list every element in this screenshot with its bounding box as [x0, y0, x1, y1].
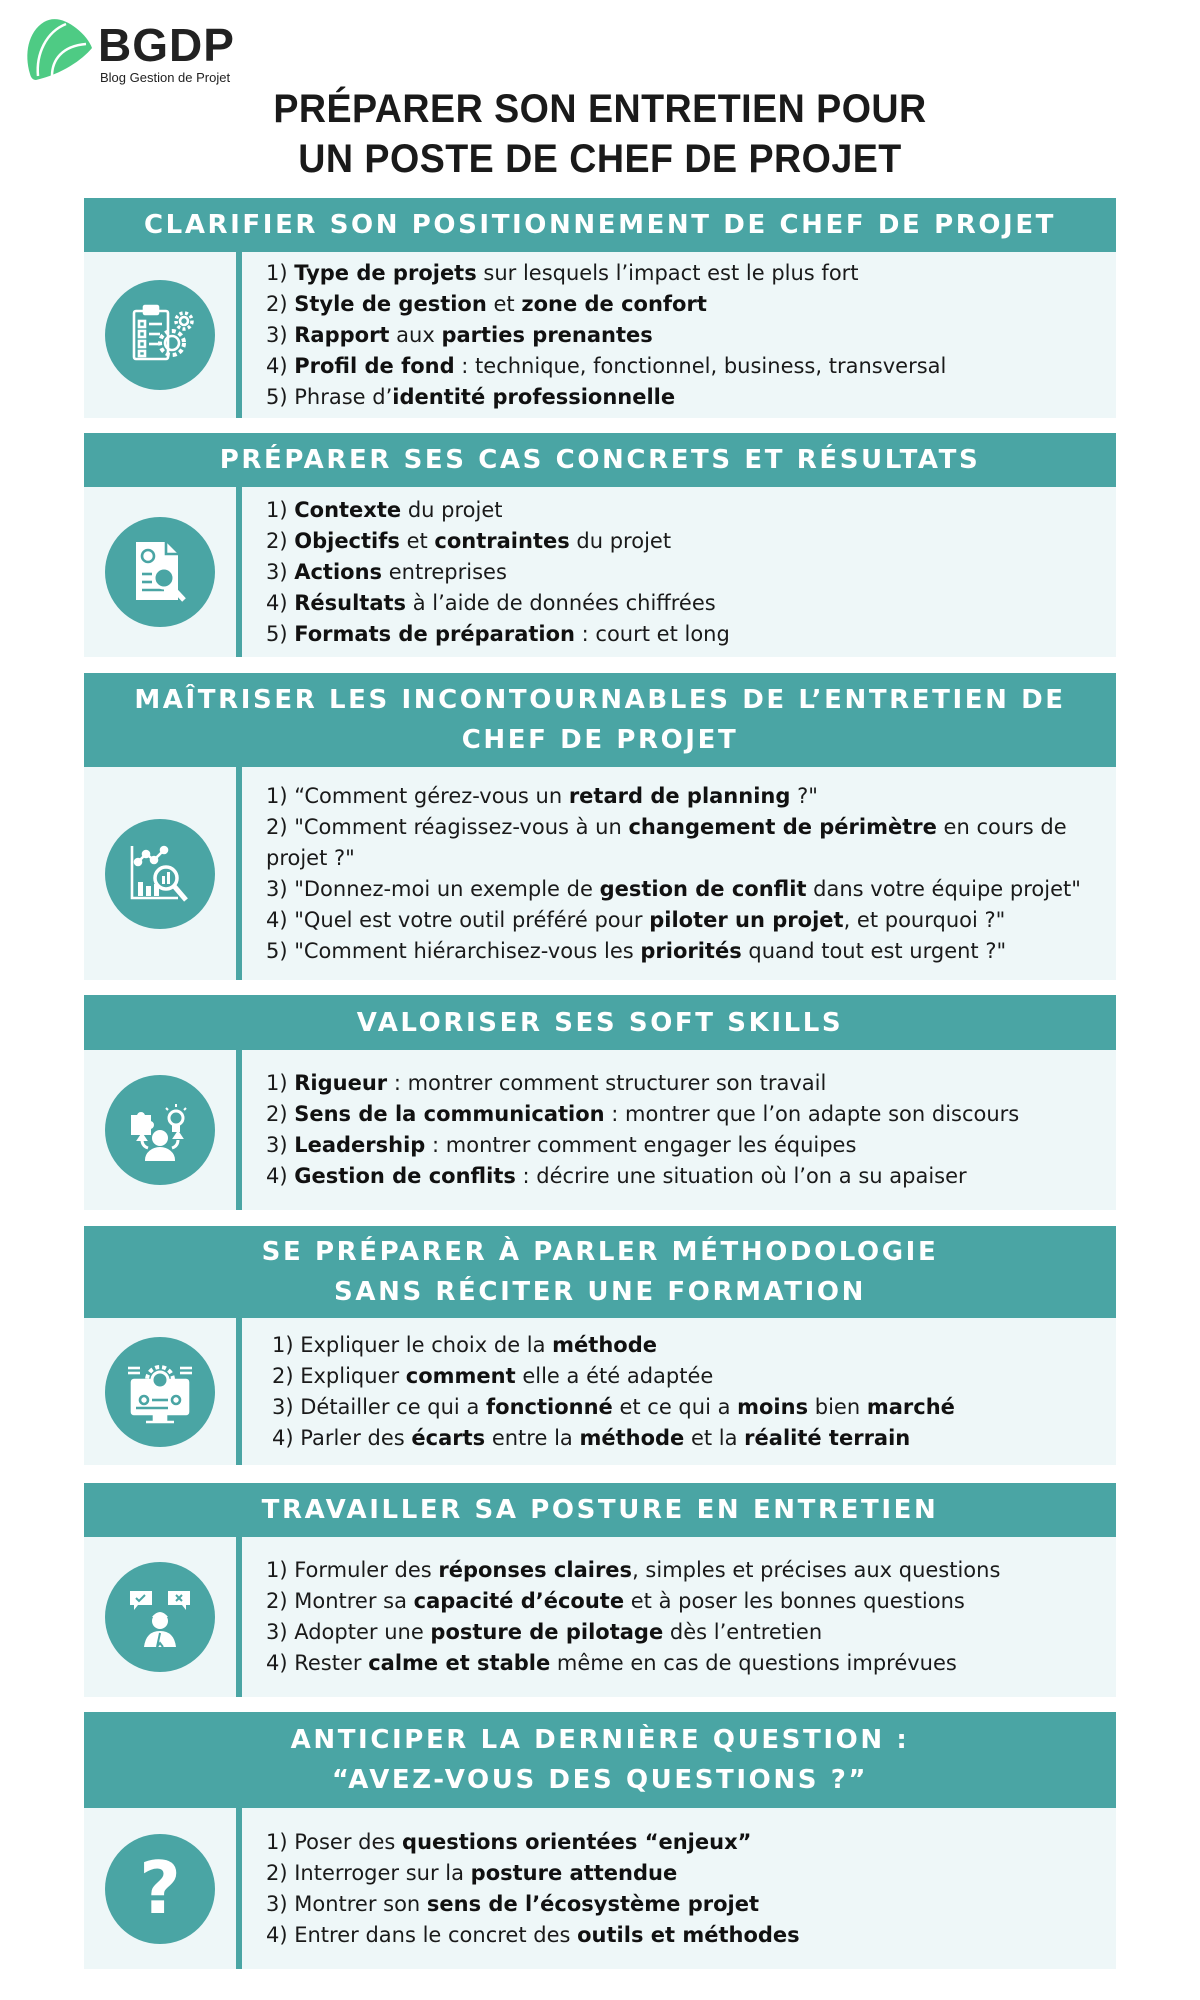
list-item-text: 4) Parler des — [272, 1425, 412, 1450]
list-item-emphasis: changement de périmètre — [628, 814, 937, 839]
list-item-text: 4) "Quel est votre outil préféré pour — [266, 907, 650, 932]
section-icon-column — [84, 1318, 236, 1465]
list-item-text: : technique, fonctionnel, business, transversal — [454, 353, 947, 378]
list-item — [266, 781, 1096, 812]
list-item-text: bien — [808, 1394, 867, 1419]
list-item — [266, 258, 1096, 289]
list-item — [266, 1920, 1096, 1951]
section-divider — [236, 1318, 242, 1465]
list-item-emphasis: calme et stable — [368, 1651, 551, 1675]
section-items — [266, 767, 1096, 980]
list-item-emphasis: Profil de fond — [294, 353, 455, 378]
list-item-emphasis: Gestion de conflits — [294, 1164, 516, 1188]
list-item-text: 1) — [266, 260, 295, 285]
list-item — [266, 557, 1096, 588]
list-item-emphasis: questions orientées “enjeux” — [402, 1829, 752, 1854]
person-ideas-icon — [105, 1075, 215, 1185]
section-header-line: SE PRÉPARER À PARLER MÉTHODOLOGIE — [261, 1237, 939, 1267]
list-item-text: du projet — [569, 528, 672, 553]
clipboard-gears-icon — [105, 280, 215, 390]
list-item-text: 5) — [266, 621, 295, 646]
list-item-text: : court et long — [574, 621, 730, 646]
list-item-emphasis: Objectifs — [294, 528, 400, 553]
section-header — [84, 1483, 1116, 1537]
section-header-line: “AVEZ-VOUS DES QUESTIONS ?” — [331, 1765, 869, 1795]
list-item-emphasis: méthode — [579, 1425, 685, 1450]
section-header-line: MAÎTRISER LES INCONTOURNABLES DE L’ENTRETIEN DE — [134, 685, 1066, 715]
list-item-emphasis: outils et méthodes — [577, 1922, 800, 1947]
list-item-text: 4) — [266, 1164, 295, 1188]
section-icon-column — [84, 487, 236, 657]
list-item-text: : montrer que l’on adapte son discours — [604, 1102, 1020, 1126]
brand-tagline: Blog Gestion de Projet — [100, 70, 231, 85]
page-title-line-1: PRÉPARER SON ENTRETIEN POUR — [273, 87, 927, 131]
list-item-emphasis: capacité d’écoute — [413, 1589, 625, 1613]
section-icon-column — [84, 1537, 236, 1697]
section-panel — [84, 1712, 1116, 1969]
list-item — [266, 289, 1096, 320]
list-item-text: 3) Détailler ce qui a — [272, 1394, 486, 1419]
list-item-emphasis: Rapport — [294, 322, 390, 347]
section-body — [84, 1537, 1116, 1697]
section-panel — [84, 1483, 1116, 1697]
list-item-emphasis: retard de planning — [568, 783, 791, 808]
section-icon-column — [84, 1808, 236, 1969]
list-item-text: 2) — [266, 528, 295, 553]
list-item-emphasis: réponses claires — [438, 1558, 633, 1582]
list-item-text: 3) "Donnez-moi un exemple de — [266, 876, 600, 901]
section-icon-column — [84, 767, 236, 980]
list-item-emphasis: zone de confort — [521, 291, 707, 316]
list-item-emphasis: posture de pilotage — [430, 1620, 664, 1644]
brand-logo — [22, 14, 252, 90]
list-item-emphasis: réalité terrain — [744, 1425, 911, 1450]
section-divider — [236, 767, 242, 980]
section-header — [84, 198, 1116, 252]
monitor-gear-icon — [105, 1337, 215, 1447]
list-item-text: 3) — [266, 1133, 295, 1157]
section-body — [84, 1318, 1116, 1465]
list-item-text: 1) — [266, 497, 295, 522]
list-item-text: 3) Montrer son — [266, 1891, 427, 1916]
list-item — [272, 1423, 1096, 1454]
list-item-text: 1) Formuler des — [266, 1558, 439, 1582]
section-body — [84, 767, 1116, 980]
list-item-emphasis: gestion de conflit — [599, 876, 807, 901]
section-header-line: VALORISER SES SOFT SKILLS — [356, 1007, 844, 1038]
section-body — [84, 1050, 1116, 1210]
list-item-emphasis: Sens de la communication — [294, 1102, 605, 1126]
list-item-text: 1) “Comment gérez-vous un — [266, 783, 569, 808]
list-item-emphasis: contraintes — [434, 528, 570, 553]
section-items — [266, 252, 1096, 418]
list-item-text: du projet — [401, 497, 503, 522]
list-item-text: 1) Expliquer le choix de la — [272, 1332, 553, 1357]
list-item-emphasis: Formats de préparation — [294, 621, 575, 646]
section-header-line: SANS RÉCITER UNE FORMATION — [334, 1277, 866, 1307]
section-body — [84, 487, 1116, 657]
list-item — [266, 874, 1096, 905]
list-item — [266, 588, 1096, 619]
list-item-text: dans votre équipe projet" — [806, 876, 1081, 901]
section-header — [84, 1226, 1116, 1318]
list-item — [266, 320, 1096, 351]
list-item — [266, 495, 1096, 526]
list-item-text: 5) Phrase d’ — [266, 384, 393, 409]
list-item — [266, 1889, 1096, 1920]
list-item-emphasis: Rigueur — [294, 1071, 388, 1095]
list-item-emphasis: sens de l’écosystème projet — [426, 1891, 760, 1916]
list-item-emphasis: Type de projets — [294, 260, 477, 285]
list-item-text: à l’aide de données chiffrées — [406, 590, 716, 615]
list-item-text: 2) — [266, 1102, 295, 1126]
list-item-emphasis: parties prenantes — [441, 322, 653, 347]
list-item — [266, 1586, 1096, 1617]
section-header-line: ANTICIPER LA DERNIÈRE QUESTION : — [290, 1725, 910, 1755]
list-item-emphasis: Style de gestion — [294, 291, 487, 316]
list-item — [266, 1099, 1096, 1130]
section-panel — [84, 433, 1116, 657]
list-item-text: : montrer comment structurer son travail — [387, 1071, 827, 1095]
list-item-text: 2) "Comment réagissez-vous à un — [266, 814, 629, 839]
list-item-text: 2) — [266, 291, 295, 316]
list-item-text: et — [486, 291, 522, 316]
list-item — [266, 1858, 1096, 1889]
section-header-line: CLARIFIER SON POSITIONNEMENT DE CHEF DE PROJET — [143, 210, 1057, 240]
list-item-text: 5) "Comment hiérarchisez-vous les — [266, 938, 641, 963]
section-body — [84, 252, 1116, 418]
list-item-emphasis: méthode — [552, 1332, 657, 1357]
list-item-text: et — [399, 528, 435, 553]
list-item-emphasis: posture attendue — [470, 1860, 678, 1885]
question-mark-icon — [105, 1834, 215, 1944]
list-item — [266, 351, 1096, 382]
list-item — [266, 382, 1096, 413]
list-item-text: 4) Rester — [266, 1651, 369, 1675]
list-item-text: et la — [684, 1425, 745, 1450]
list-item-emphasis: Actions — [294, 559, 383, 584]
list-item-emphasis: Leadership — [294, 1133, 426, 1157]
section-divider — [236, 1808, 242, 1969]
section-header — [84, 673, 1116, 767]
list-item-text: quand tout est urgent ?" — [741, 938, 1007, 963]
brand-name: BGDP — [98, 19, 235, 71]
list-item-text: ?" — [790, 783, 818, 808]
list-item-emphasis: Résultats — [294, 590, 407, 615]
section-header-line: TRAVAILLER SA POSTURE EN ENTRETIEN — [261, 1495, 939, 1525]
page-title — [36, 84, 1164, 184]
person-speech-icon — [105, 1562, 215, 1672]
section-items — [266, 487, 1096, 657]
list-item-emphasis: marché — [866, 1394, 955, 1419]
list-item-text: entreprises — [382, 559, 507, 584]
list-item-text: elle a été adaptée — [515, 1363, 714, 1388]
section-divider — [236, 252, 242, 418]
list-item-text: : montrer comment engager les équipes — [425, 1133, 857, 1157]
section-body — [84, 1808, 1116, 1969]
list-item — [272, 1330, 1096, 1361]
list-item-text: 3) — [266, 322, 295, 347]
list-item-emphasis: fonctionné — [486, 1394, 613, 1419]
list-item-text: en cours de projet ?" — [266, 814, 1067, 870]
section-divider — [236, 1050, 242, 1210]
list-item — [266, 1648, 1096, 1679]
list-item-emphasis: écarts — [411, 1425, 486, 1450]
list-item — [266, 905, 1096, 936]
list-item-emphasis: moins — [737, 1394, 809, 1419]
list-item-text: 1) — [266, 1071, 295, 1095]
section-panel — [84, 198, 1116, 418]
section-items — [266, 1050, 1096, 1210]
page-title-line-2: UN POSTE DE CHEF DE PROJET — [298, 137, 902, 181]
section-items — [266, 1808, 1096, 1969]
section-divider — [236, 1537, 242, 1697]
list-item — [272, 1361, 1096, 1392]
list-item — [272, 1392, 1096, 1423]
list-item-text: : décrire une situation où l’on a su apaiser — [515, 1164, 967, 1188]
list-item-text: sur lesquels l’impact est le plus fort — [476, 260, 859, 285]
list-item-text: 3) Adopter une — [266, 1620, 431, 1644]
list-item — [266, 526, 1096, 557]
list-item — [266, 812, 1096, 874]
chart-magnifier-icon — [105, 819, 215, 929]
section-panel — [84, 673, 1116, 980]
list-item-emphasis: piloter un projet — [649, 907, 844, 932]
section-icon-column — [84, 1050, 236, 1210]
list-item — [266, 1068, 1096, 1099]
list-item — [266, 1617, 1096, 1648]
svg-text:?: ? — [139, 1852, 181, 1925]
list-item-text: 1) Poser des — [266, 1829, 403, 1854]
list-item-emphasis: priorités — [640, 938, 742, 963]
list-item — [266, 1130, 1096, 1161]
list-item-emphasis: Contexte — [294, 497, 402, 522]
section-header-line: CHEF DE PROJET — [461, 725, 739, 755]
section-header — [84, 1712, 1116, 1808]
list-item-text: 3) — [266, 559, 295, 584]
list-item — [266, 1555, 1096, 1586]
list-item-text: , et pourquoi ?" — [843, 907, 1006, 932]
list-item-emphasis: comment — [405, 1363, 516, 1388]
list-item — [266, 619, 1096, 650]
section-header — [84, 433, 1116, 487]
list-item-text: 2) Interroger sur la — [266, 1860, 471, 1885]
list-item-text: 4) — [266, 590, 295, 615]
section-items — [266, 1537, 1096, 1697]
section-items — [272, 1318, 1096, 1465]
list-item-text: dès l’entretien — [663, 1620, 823, 1644]
section-divider — [236, 487, 242, 657]
section-header — [84, 995, 1116, 1050]
list-item-text: , simples et précises aux questions — [632, 1558, 1001, 1582]
list-item-text: 2) Montrer sa — [266, 1589, 414, 1613]
list-item — [266, 1827, 1096, 1858]
list-item-text: entre la — [485, 1425, 580, 1450]
list-item-text: 4) — [266, 353, 295, 378]
list-item-text: et à poser les bonnes questions — [624, 1589, 965, 1613]
section-header-line: PRÉPARER SES CAS CONCRETS ET RÉSULTATS — [219, 445, 981, 475]
section-panel — [84, 995, 1116, 1210]
section-icon-column — [84, 252, 236, 418]
list-item — [266, 936, 1096, 967]
list-item-text: même en cas de questions imprévues — [550, 1651, 957, 1675]
list-item — [266, 1161, 1096, 1192]
list-item-text: et ce qui a — [612, 1394, 738, 1419]
list-item-text: 2) Expliquer — [272, 1363, 406, 1388]
leaf-logo-icon — [22, 14, 94, 84]
list-item-text: aux — [389, 322, 442, 347]
document-search-icon — [105, 517, 215, 627]
list-item-emphasis: identité professionnelle — [392, 384, 676, 409]
section-panel — [84, 1226, 1116, 1465]
list-item-text: 4) Entrer dans le concret des — [266, 1922, 578, 1947]
